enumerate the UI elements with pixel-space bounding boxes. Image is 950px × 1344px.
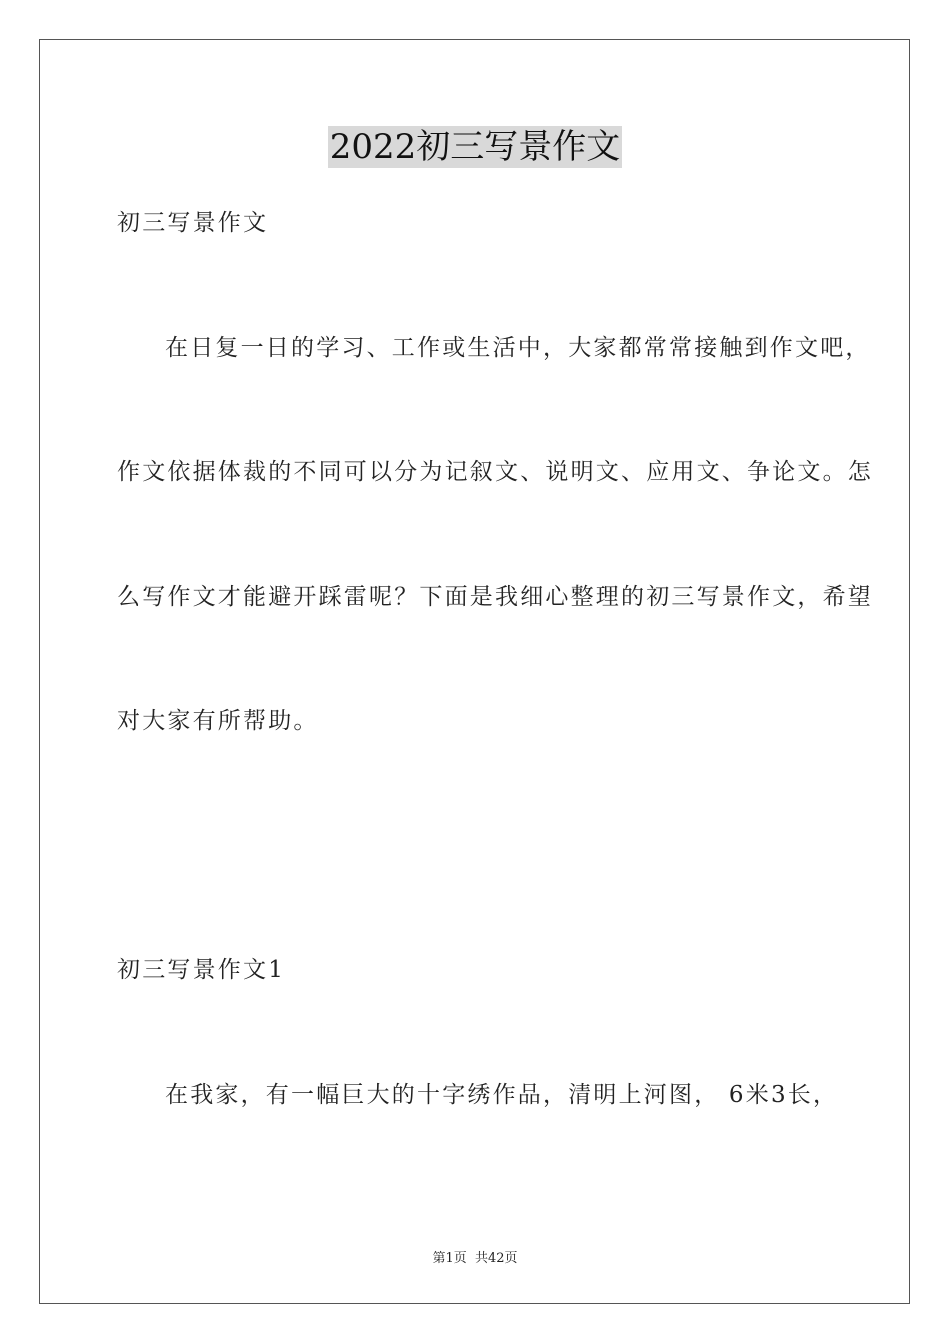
title-container — [0, 126, 950, 168]
section-heading: 初三写景作文1 — [117, 957, 286, 983]
page-footer — [0, 1247, 950, 1266]
page-number-label: 第1页 共42页 — [432, 1251, 518, 1266]
paragraph-line: 在我家，有一幅巨大的十字绣作品，清明上河图， 6米3长， — [165, 1082, 839, 1108]
paragraph-line: 在日复一日的学习、工作或生活中，大家都常常接触到作文吧， — [165, 335, 871, 361]
paragraph-line: 么写作文才能避开踩雷呢？下面是我细心整理的初三写景作文，希望 — [117, 584, 873, 610]
paragraph-line: 对大家有所帮助。 — [117, 708, 319, 734]
document-subtitle: 初三写景作文 — [117, 210, 269, 236]
paragraph-line: 作文依据体裁的不同可以分为记叙文、说明文、应用文、争论文。怎 — [117, 459, 873, 485]
document-title: 2022初三写景作文 — [329, 127, 621, 167]
